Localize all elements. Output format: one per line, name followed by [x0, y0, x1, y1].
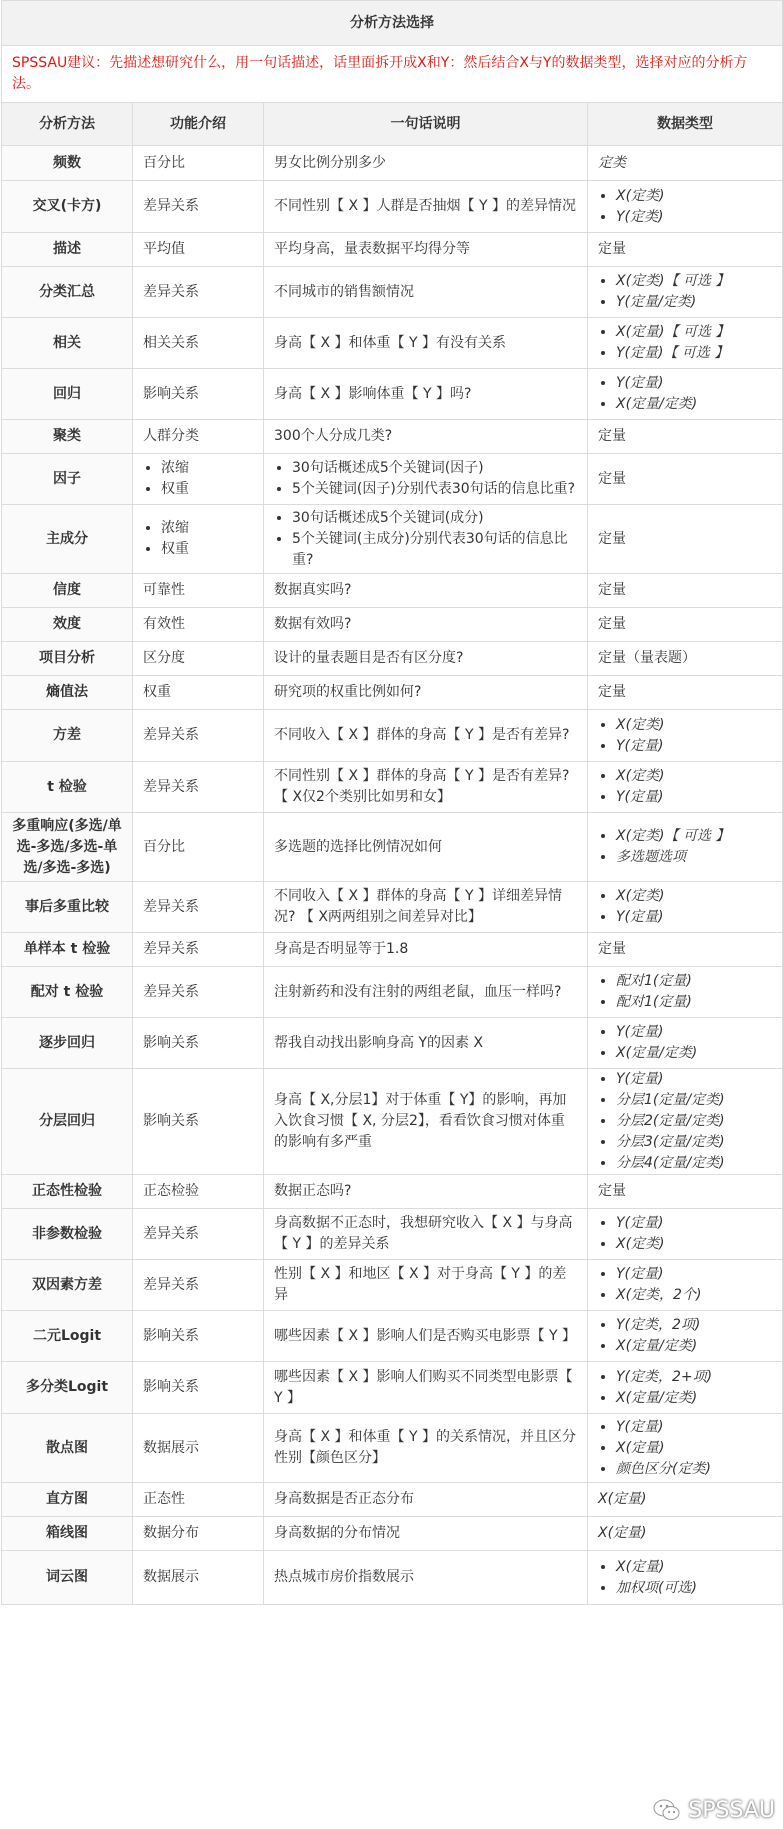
data-type-text: X(定量): [598, 1525, 647, 1541]
one-line-description-text: 平均身高，量表数据平均得分等: [274, 241, 470, 257]
data-type: [588, 1260, 783, 1311]
data-type: [588, 967, 783, 1018]
table-row: [2, 1069, 783, 1175]
data-type: [588, 574, 783, 608]
list-item: • Y(定量): [616, 373, 772, 394]
list-item: • X(定类)【 可选 】: [616, 826, 772, 847]
list-item: • X(定量/定类): [616, 394, 772, 415]
one-line-description-text: 300个人分成几类?: [274, 428, 393, 444]
list-item: • 权重: [161, 479, 253, 500]
table-row: [2, 181, 783, 233]
table-row: [2, 710, 783, 762]
data-type: [588, 1209, 783, 1260]
method-name: 箱线图: [2, 1517, 133, 1551]
table-row: [2, 454, 783, 505]
one-line-description-text: 身高【 X 】和体重【 Y 】的关系情况，并且区分性别【颜色区分】: [274, 1429, 576, 1466]
function-intro: [133, 1362, 264, 1414]
list-item: • 配对1(定量): [616, 971, 772, 992]
function-intro-text: 正态检验: [143, 1183, 199, 1199]
one-line-description: [264, 1414, 588, 1483]
one-line-description-text: 数据正态吗?: [274, 1183, 352, 1199]
one-line-description: [264, 1209, 588, 1260]
list-item: • Y(定类，2+项): [616, 1367, 772, 1388]
data-type-text: 定量: [598, 428, 626, 444]
table-row: [2, 420, 783, 454]
method-name: 非参数检验: [2, 1209, 133, 1260]
function-intro-text: 有效性: [143, 616, 185, 632]
list-item: • Y(定量): [616, 1264, 772, 1285]
list-item: • 分层2(定量/定类): [616, 1111, 772, 1132]
one-line-description-text: 不同城市的销售额情况: [274, 283, 414, 300]
function-intro-text: 差异关系: [143, 898, 199, 915]
method-name: 配对 t 检验: [2, 967, 133, 1018]
table-row: [2, 1483, 783, 1517]
one-line-description: [264, 233, 588, 267]
one-line-description-text: 身高数据是否正态分布: [274, 1491, 414, 1507]
one-line-description-text: 身高数据不正态时，我想研究收入【 X 】与身高【 Y 】的差异关系: [274, 1215, 573, 1252]
function-intro: [133, 967, 264, 1018]
one-line-description: [264, 676, 588, 710]
method-name: 相关: [2, 318, 133, 369]
one-line-description: [264, 608, 588, 642]
function-intro: [133, 642, 264, 676]
list-item: • Y(定量/定类): [616, 292, 772, 313]
function-intro-text: 差异关系: [143, 941, 199, 957]
table-row: [2, 267, 783, 318]
method-name: 熵值法: [2, 676, 133, 710]
table-row: [2, 1362, 783, 1414]
list-item: • 颜色区分(定类): [616, 1459, 772, 1480]
list-item: • 加权项(可选): [616, 1578, 772, 1599]
one-line-description: [264, 967, 588, 1018]
list-item: • 分层1(定量/定类): [616, 1090, 772, 1111]
function-intro: [133, 1260, 264, 1311]
one-line-description-text: 注射新药和没有注射的两组老鼠，血压一样吗?: [274, 983, 562, 1000]
function-intro: [133, 710, 264, 762]
one-line-description-text: 多选题的选择比例情况如何: [274, 838, 442, 855]
list-item: • 30句话概述成5个关键词(成分): [292, 508, 577, 529]
function-intro-text: 差异关系: [143, 983, 199, 1000]
method-name: 信度: [2, 574, 133, 608]
list-item: • Y(定量): [616, 787, 772, 808]
list-item: • 配对1(定量): [616, 992, 772, 1013]
function-intro: [133, 181, 264, 233]
data-type-list: [598, 1022, 772, 1064]
data-type-list: [598, 1069, 772, 1174]
data-type-text: 定量: [598, 241, 626, 257]
one-line-description: [264, 1551, 588, 1605]
method-name: t 检验: [2, 762, 133, 813]
list-item: • X(定量): [616, 1438, 772, 1459]
data-type: [588, 642, 783, 676]
method-name: 回归: [2, 369, 133, 420]
data-type-text: 定量: [598, 582, 626, 598]
one-line-description-text: 哪些因素【 X 】影响人们购买不同类型电影票【 Y 】: [274, 1368, 573, 1406]
function-intro-text: 影响关系: [143, 1034, 199, 1051]
function-intro-text: 数据展示: [143, 1439, 199, 1456]
one-line-description: [264, 146, 588, 181]
list-item: • 权重: [161, 539, 253, 560]
list-item: • X(定类): [616, 886, 772, 907]
one-line-description: [264, 1175, 588, 1209]
one-line-description-text: 身高数据的分布情况: [274, 1525, 400, 1541]
list-item: • X(定类，2个): [616, 1285, 772, 1306]
watermark: [652, 1795, 775, 1825]
table-row: [2, 1018, 783, 1069]
table-row: [2, 1311, 783, 1362]
method-name: 逐步回归: [2, 1018, 133, 1069]
data-type: [588, 676, 783, 710]
one-line-description-text: 不同性别【 X 】人群是否抽烟【 Y 】的差异情况: [274, 198, 576, 214]
data-type-list: [598, 886, 772, 928]
data-type-list: [598, 271, 772, 313]
table-row: [2, 642, 783, 676]
one-line-description: [264, 369, 588, 420]
function-intro: [133, 1414, 264, 1483]
method-name: 直方图: [2, 1483, 133, 1517]
data-type-list: [598, 1264, 772, 1306]
method-name: 描述: [2, 233, 133, 267]
function-intro: [133, 762, 264, 813]
list-item: • Y(定类，2项): [616, 1315, 772, 1336]
table-row: [2, 608, 783, 642]
data-type-text: 定量: [598, 530, 626, 547]
method-name: 方差: [2, 710, 133, 762]
function-intro-text: 差异关系: [143, 727, 199, 743]
data-type-text: 定量: [598, 684, 626, 700]
table-row: [2, 1209, 783, 1260]
function-intro-text: 影响关系: [143, 1379, 199, 1395]
one-line-description: [264, 1260, 588, 1311]
one-line-description: [264, 813, 588, 882]
data-type: [588, 181, 783, 233]
data-type: [588, 454, 783, 505]
one-line-description-text: 帮我自动找出影响身高 Y的因素 X: [274, 1034, 484, 1051]
data-type: [588, 933, 783, 967]
function-intro: [133, 1069, 264, 1175]
method-name: 效度: [2, 608, 133, 642]
function-intro: [133, 676, 264, 710]
table-row: [2, 505, 783, 574]
function-intro: [133, 146, 264, 181]
one-line-description: [264, 710, 588, 762]
table-row: [2, 933, 783, 967]
function-intro-text: 数据展示: [143, 1569, 199, 1585]
data-type: [588, 813, 783, 882]
data-type: [588, 710, 783, 762]
method-name: 交叉(卡方): [2, 181, 133, 233]
table-row: [2, 813, 783, 882]
function-intro-text: 差异关系: [143, 778, 199, 795]
one-line-description: [264, 267, 588, 318]
list-item: • Y(定量): [616, 1069, 772, 1090]
one-line-description: [264, 1517, 588, 1551]
table-row: [2, 1260, 783, 1311]
one-line-description-text: 数据真实吗?: [274, 582, 352, 598]
list-item: • Y(定量): [616, 1022, 772, 1043]
list-item: • Y(定量): [616, 736, 772, 757]
function-intro: [133, 318, 264, 369]
function-intro: [133, 1311, 264, 1362]
function-intro: [133, 933, 264, 967]
data-type-list: [598, 186, 772, 228]
data-type: [588, 1414, 783, 1483]
table-title: 分析方法选择: [2, 1, 783, 46]
data-type: [588, 1483, 783, 1517]
one-line-description-list: [274, 508, 577, 571]
table-row: [2, 318, 783, 369]
one-line-description: [264, 1362, 588, 1414]
data-type-text: 定量: [598, 616, 626, 632]
advice-text: SPSSAU建议：先描述想研究什么，用一句话描述，话里面拆开成X和Y：然后结合X与Y的数据类型，选择对应的分析方法。: [2, 46, 783, 103]
one-line-description-text: 身高是否明显等于1.8: [274, 941, 409, 957]
function-intro-text: 相关关系: [143, 334, 199, 351]
list-item: • Y(定量): [616, 1417, 772, 1438]
method-name: 主成分: [2, 505, 133, 574]
function-intro-text: 百分比: [143, 154, 185, 171]
one-line-description-text: 热点城市房价指数展示: [274, 1569, 414, 1585]
data-type-list: [598, 971, 772, 1013]
function-intro-text: 差异关系: [143, 1276, 199, 1293]
data-type: [588, 1551, 783, 1605]
data-type-list: [598, 373, 772, 415]
data-type: [588, 1018, 783, 1069]
method-name: 事后多重比较: [2, 882, 133, 933]
one-line-description: [264, 933, 588, 967]
list-item: • 多选题选项: [616, 847, 772, 868]
one-line-description-text: 身高【 X 】影响体重【 Y 】吗?: [274, 385, 472, 402]
method-name: 双因素方差: [2, 1260, 133, 1311]
data-type-text: X(定量): [598, 1491, 647, 1507]
method-name: 频数: [2, 146, 133, 181]
table-row: [2, 1175, 783, 1209]
list-item: • X(定类): [616, 186, 772, 207]
function-intro-text: 数据分布: [143, 1525, 199, 1541]
one-line-description: [264, 454, 588, 505]
method-name: 聚类: [2, 420, 133, 454]
data-type: [588, 146, 783, 181]
function-intro: [133, 1483, 264, 1517]
table-row: [2, 1517, 783, 1551]
data-type-text: 定量: [598, 941, 626, 957]
one-line-description: [264, 1483, 588, 1517]
list-item: • X(定量/定类): [616, 1336, 772, 1357]
list-item: • Y(定量): [616, 1213, 772, 1234]
function-intro: [133, 420, 264, 454]
method-name: 正态性检验: [2, 1175, 133, 1209]
function-intro: [133, 1175, 264, 1209]
function-intro: [133, 454, 264, 505]
data-type-text: 定量: [598, 1183, 626, 1199]
table-row: [2, 676, 783, 710]
header-data-type: 数据类型: [588, 103, 783, 146]
data-type: [588, 1517, 783, 1551]
function-intro-text: 影响关系: [143, 385, 199, 402]
header-function: 功能介绍: [133, 103, 264, 146]
table-row: [2, 967, 783, 1018]
function-intro-text: 可靠性: [143, 582, 185, 598]
data-type-list: [598, 1315, 772, 1357]
data-type: [588, 420, 783, 454]
data-type-text: 定量: [598, 470, 626, 487]
list-item: • 浓缩: [161, 458, 253, 479]
function-intro-text: 区分度: [143, 650, 185, 666]
one-line-description-text: 身高【 X,分层1】对于体重【 Y】的影响，再加入饮食习惯【 X, 分层2】，看看饮食习惯对体重的影响有多严重: [274, 1092, 567, 1150]
function-intro: [133, 1018, 264, 1069]
function-intro: [133, 267, 264, 318]
list-item: • Y(定类): [616, 207, 772, 228]
list-item: • X(定类): [616, 766, 772, 787]
list-item: • Y(定量): [616, 907, 772, 928]
function-intro-text: 百分比: [143, 838, 185, 855]
list-item: • X(定类): [616, 1234, 772, 1255]
method-name: 多重响应(多选/单选-多选/多选-单选/多选-多选): [2, 813, 133, 882]
one-line-description-text: 不同收入【 X 】群体的身高【 Y 】是否有差异?: [274, 727, 570, 743]
list-item: • 分层3(定量/定类): [616, 1132, 772, 1153]
method-name: 分层回归: [2, 1069, 133, 1175]
one-line-description: [264, 318, 588, 369]
data-type: [588, 1175, 783, 1209]
data-type: [588, 1311, 783, 1362]
function-intro: [133, 574, 264, 608]
data-type-list: [598, 1213, 772, 1255]
one-line-description: [264, 1069, 588, 1175]
one-line-description: [264, 762, 588, 813]
list-item: • Y(定量)【 可选 】: [616, 343, 772, 364]
watermark-text: SPSSAU: [688, 1797, 775, 1823]
table-title-row: [2, 1, 783, 46]
one-line-description-text: 设计的量表题目是否有区分度?: [274, 650, 464, 666]
data-type: [588, 1069, 783, 1175]
function-intro: [133, 1209, 264, 1260]
one-line-description: [264, 181, 588, 233]
method-name: 多分类Logit: [2, 1362, 133, 1414]
list-item: • 浓缩: [161, 518, 253, 539]
header-method: 分析方法: [2, 103, 133, 146]
list-item: • X(定量/定类): [616, 1388, 772, 1409]
data-type-list: [598, 715, 772, 757]
data-type: [588, 505, 783, 574]
data-type-text: 定量（量表题）: [598, 650, 696, 666]
list-item: • 分层4(定量/定类): [616, 1153, 772, 1174]
function-intro-text: 平均值: [143, 241, 185, 257]
data-type: [588, 1362, 783, 1414]
method-name: 因子: [2, 454, 133, 505]
method-name: 词云图: [2, 1551, 133, 1605]
table-row: [2, 882, 783, 933]
list-item: • X(定类): [616, 715, 772, 736]
data-type: [588, 608, 783, 642]
table-row: [2, 762, 783, 813]
data-type-text: 定类: [598, 154, 626, 171]
list-item: • X(定量): [616, 1557, 772, 1578]
list-item: • 5个关键词(主成分)分别代表30句话的信息比重?: [292, 529, 577, 571]
function-intro: [133, 1551, 264, 1605]
advice-row: [2, 46, 783, 103]
table-row: [2, 1551, 783, 1605]
function-intro-text: 人群分类: [143, 428, 199, 444]
function-intro: [133, 233, 264, 267]
data-type-list: [598, 1417, 772, 1480]
data-type: [588, 369, 783, 420]
one-line-description-list: [274, 458, 577, 500]
function-intro: [133, 813, 264, 882]
data-type: [588, 267, 783, 318]
function-intro-list: [143, 518, 253, 560]
one-line-description-text: 身高【 X 】和体重【 Y 】有没有关系: [274, 334, 506, 351]
data-type: [588, 318, 783, 369]
one-line-description-text: 性别【 X 】和地区【 X 】对于身高【 Y 】的差异: [274, 1266, 567, 1303]
data-type-list: [598, 1367, 772, 1409]
one-line-description: [264, 574, 588, 608]
one-line-description-text: 男女比例分别多少: [274, 154, 386, 171]
function-intro: [133, 369, 264, 420]
data-type: [588, 882, 783, 933]
function-intro: [133, 608, 264, 642]
wechat-icon: [652, 1795, 682, 1825]
data-type-list: [598, 1557, 772, 1599]
data-type-list: [598, 826, 772, 868]
table-row: [2, 146, 783, 181]
data-type-list: [598, 766, 772, 808]
function-intro-text: 影响关系: [143, 1113, 199, 1129]
function-intro-text: 差异关系: [143, 1225, 199, 1242]
method-name: 分类汇总: [2, 267, 133, 318]
one-line-description-text: 哪些因素【 X 】影响人们是否购买电影票【 Y 】: [274, 1327, 576, 1344]
header-description: 一句话说明: [264, 103, 588, 146]
table-row: [2, 1414, 783, 1483]
method-name: 单样本 t 检验: [2, 933, 133, 967]
one-line-description: [264, 642, 588, 676]
function-intro-list: [143, 458, 253, 500]
one-line-description: [264, 1018, 588, 1069]
function-intro-text: 权重: [143, 684, 171, 700]
one-line-description: [264, 882, 588, 933]
one-line-description-text: 不同性别【 X 】群体的身高【 Y 】是否有差异? 【 X仅2个类别比如男和女】: [274, 768, 570, 805]
list-item: • X(定量)【 可选 】: [616, 322, 772, 343]
analysis-method-table: [1, 0, 783, 1605]
function-intro-text: 影响关系: [143, 1327, 199, 1344]
list-item: • 30句话概述成5个关键词(因子): [292, 458, 577, 479]
data-type: [588, 762, 783, 813]
function-intro: [133, 882, 264, 933]
one-line-description: [264, 505, 588, 574]
function-intro: [133, 1517, 264, 1551]
header-row: [2, 103, 783, 146]
one-line-description: [264, 1311, 588, 1362]
data-type: [588, 233, 783, 267]
method-name: 项目分析: [2, 642, 133, 676]
list-item: • X(定量/定类): [616, 1043, 772, 1064]
table-row: [2, 233, 783, 267]
table-row: [2, 369, 783, 420]
data-type-list: [598, 322, 772, 364]
method-name: 散点图: [2, 1414, 133, 1483]
function-intro: [133, 505, 264, 574]
one-line-description-text: 不同收入【 X 】群体的身高【 Y 】详细差异情况? 【 X两两组别之间差异对比】: [274, 888, 562, 925]
function-intro-text: 差异关系: [143, 198, 199, 214]
one-line-description-text: 数据有效吗?: [274, 616, 352, 632]
method-name: 二元Logit: [2, 1311, 133, 1362]
table-row: [2, 574, 783, 608]
function-intro-text: 正态性: [143, 1491, 185, 1507]
list-item: • X(定类)【 可选 】: [616, 271, 772, 292]
list-item: • 5个关键词(因子)分别代表30句话的信息比重?: [292, 479, 577, 500]
one-line-description: [264, 420, 588, 454]
function-intro-text: 差异关系: [143, 283, 199, 300]
one-line-description-text: 研究项的权重比例如何?: [274, 684, 422, 700]
